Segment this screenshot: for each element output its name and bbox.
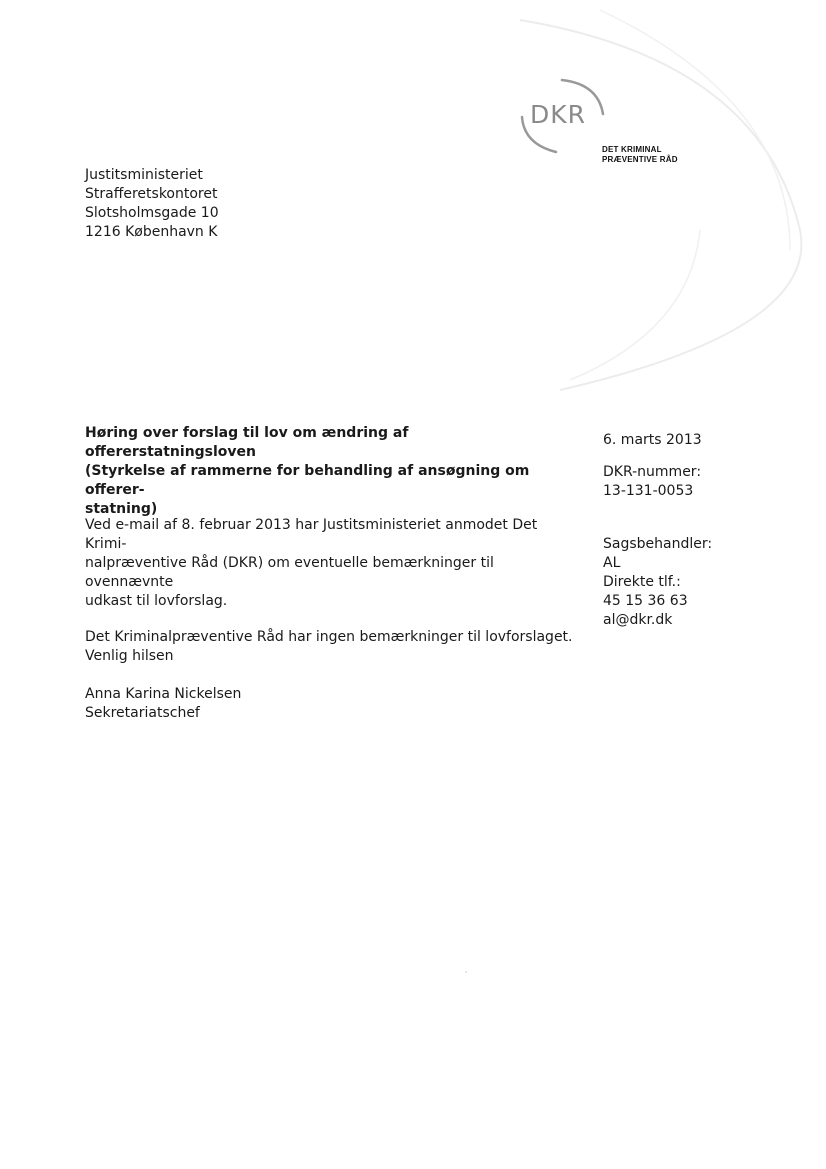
handler-label: Sagsbehandler:	[603, 536, 713, 552]
letter-subject	[85, 424, 575, 519]
subject-line: Høring over forslag til lov om ændring af offererstatningsloven	[85, 425, 409, 460]
phone-number: 45 15 36 63	[603, 593, 688, 609]
dkr-number: 13-131-0053	[603, 483, 694, 499]
signer-name: Anna Karina Nickelsen	[85, 686, 242, 702]
body-line: udkast til lovforslag.	[85, 593, 228, 609]
address-line: Strafferetskontoret	[85, 186, 218, 202]
body-paragraph: Det Kriminalpræventive Råd har ingen bemærkninger til lovforslaget.	[85, 629, 573, 645]
subject-line: statning)	[85, 501, 158, 517]
dkr-number-label: DKR-nummer:	[603, 464, 702, 480]
phone-label: Direkte tlf.:	[603, 574, 681, 590]
scan-speck	[465, 971, 467, 973]
subject-line: (Styrkelse af rammerne for behandling af ansøgning om offerer-	[85, 463, 530, 498]
dkr-logo-text: DKR	[530, 100, 587, 129]
body-paragraph	[85, 516, 575, 611]
address-line: Justitsministeriet	[85, 167, 203, 183]
logo-subtitle-line: DET KRIMINAL	[602, 145, 662, 154]
dkr-logo-subtitle	[602, 145, 678, 165]
email-address: al@dkr.dk	[603, 612, 673, 628]
signature-block	[85, 685, 241, 723]
address-line: 1216 København K	[85, 224, 218, 240]
letter-body	[85, 516, 575, 647]
letter-date: 6. marts 2013	[603, 432, 702, 448]
body-line: nalpræventive Råd (DKR) om eventuelle bemærkninger til ovennævnte	[85, 555, 494, 590]
closing-greeting: Venlig hilsen	[85, 648, 174, 664]
recipient-address	[85, 166, 219, 242]
letter-sidebar	[603, 431, 803, 630]
signer-title: Sekretariatschef	[85, 705, 200, 721]
handler-initials: AL	[603, 555, 621, 571]
address-line: Slotsholmsgade 10	[85, 205, 219, 221]
logo-subtitle-line: PRÆVENTIVE RÅD	[602, 155, 678, 164]
body-line: Ved e-mail af 8. februar 2013 har Justitsministeriet anmodet Det Krimi-	[85, 517, 538, 552]
